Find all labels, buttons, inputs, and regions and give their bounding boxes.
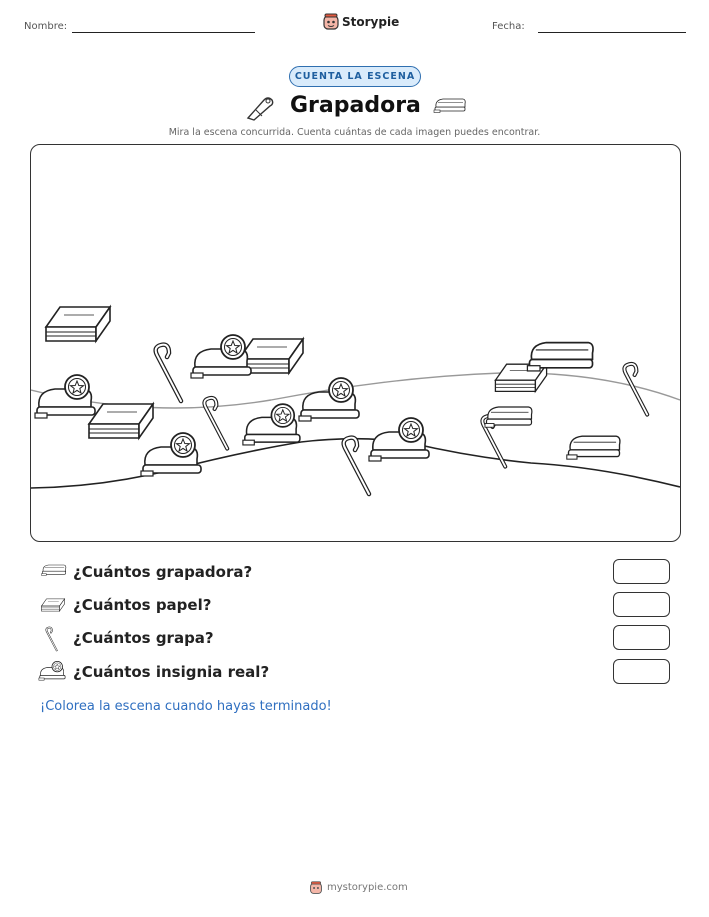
name-label: Nombre: xyxy=(24,21,68,32)
question-paper: ¿Cuántos papel? xyxy=(73,596,212,614)
date-label: Fecha: xyxy=(492,21,525,32)
staple-item xyxy=(344,438,369,494)
answer-box-paper[interactable] xyxy=(613,592,670,617)
royal-badge-item xyxy=(369,418,429,461)
staple-icon xyxy=(40,626,62,652)
footer-url[interactable]: mystorypie.com xyxy=(327,882,408,893)
stapler-item xyxy=(527,343,593,371)
paper-item xyxy=(89,404,153,438)
question-staple: ¿Cuántos grapa? xyxy=(73,629,214,647)
name-field[interactable] xyxy=(72,32,255,33)
paper-icon xyxy=(40,594,66,616)
royal-badge-item xyxy=(243,404,300,445)
stapler-icon xyxy=(432,96,468,120)
staple-remover-icon xyxy=(244,94,276,122)
answer-box-royal-badge[interactable] xyxy=(613,659,670,684)
answer-box-staple[interactable] xyxy=(613,625,670,650)
paper-item xyxy=(46,307,110,341)
question-stapler: ¿Cuántos grapadora? xyxy=(73,563,253,581)
color-instruction: ¡Colorea la escena cuando hayas terminado! xyxy=(40,699,332,714)
royal-badge-item xyxy=(141,433,201,476)
activity-badge: CUENTA LA ESCENA xyxy=(289,66,421,87)
royal-badge-icon xyxy=(38,658,66,684)
royal-badge-item xyxy=(191,335,251,378)
storypie-logo-icon xyxy=(322,13,340,31)
royal-badge-item xyxy=(299,378,359,421)
answer-box-stapler[interactable] xyxy=(613,559,670,584)
page-title: Grapadora xyxy=(290,93,421,118)
staple-item xyxy=(156,345,181,401)
brand-name: Storypie xyxy=(342,15,400,29)
stapler-icon xyxy=(40,562,68,582)
royal-badge-item xyxy=(35,375,95,418)
question-royal-badge: ¿Cuántos insignia real? xyxy=(73,663,270,681)
date-field[interactable] xyxy=(538,32,686,33)
storypie-logo-icon xyxy=(309,880,323,894)
scene-panel xyxy=(30,144,681,542)
stapler-item xyxy=(567,436,620,459)
instructions-text: Mira la escena concurrida. Cuenta cuántas de cada imagen puedes encontrar. xyxy=(168,127,541,138)
stapler-item xyxy=(485,407,532,427)
